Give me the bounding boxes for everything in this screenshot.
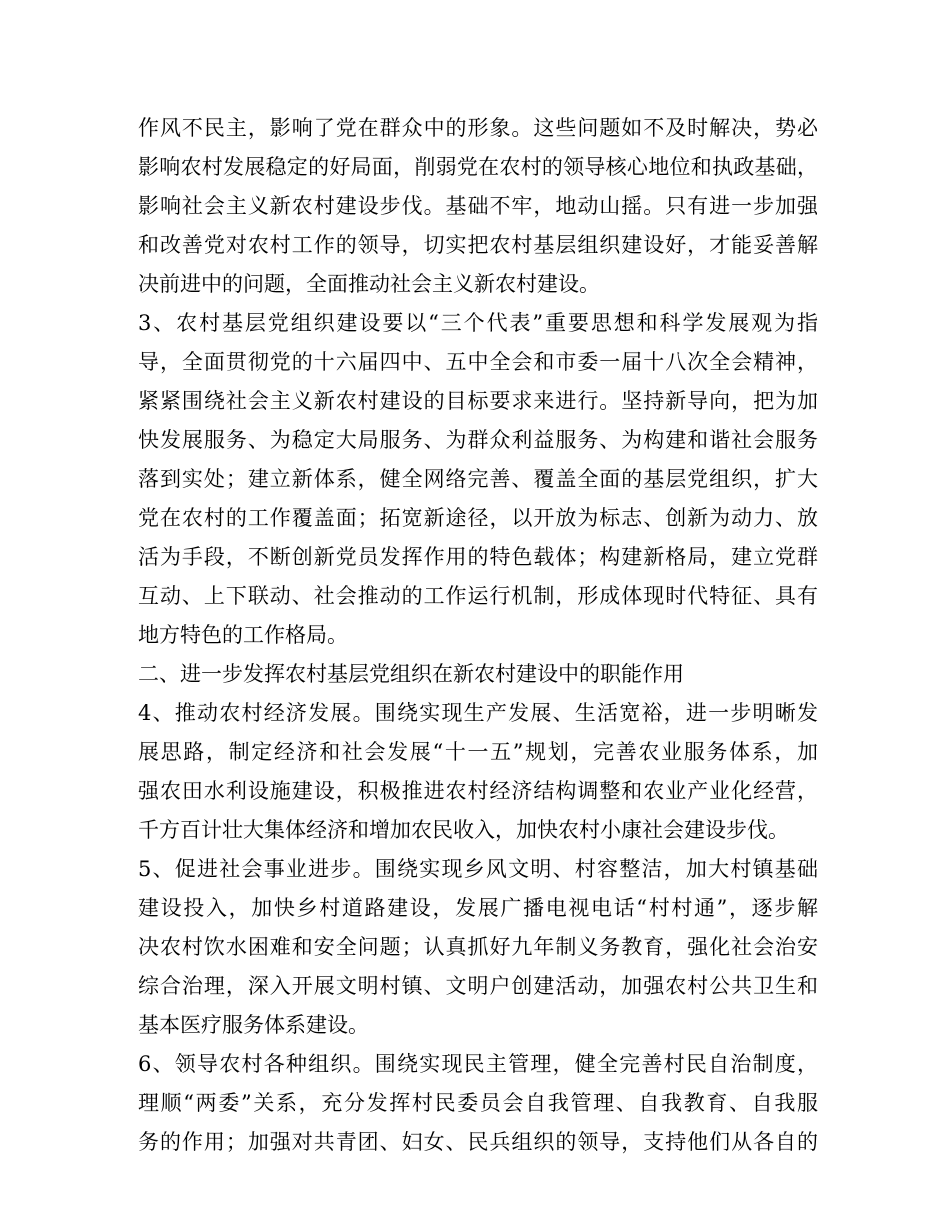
text-line: 紧紧围绕社会主义新农村建设的目标要求来进行。坚持新导向，把为加 bbox=[138, 389, 818, 413]
text-line: 落到实处；建立新体系，健全网络完善、覆盖全面的基层党组织，扩大 bbox=[138, 467, 818, 491]
text-line: 6、领导农村各种组织。围绕实现民主管理，健全完善村民自治制度， bbox=[138, 1052, 818, 1076]
text-line: 强农田水利设施建设，积极推进农村经济结构调整和农业产业化经营， bbox=[138, 779, 818, 803]
text-line: 建设投入，加快乡村道路建设，发展广播电视电话“村村通”，逐步解 bbox=[138, 896, 818, 920]
text-line: 决农村饮水困难和安全问题；认真抓好九年制义务教育，强化社会治安 bbox=[138, 935, 818, 959]
text-line: 党在农村的工作覆盖面；拓宽新途径，以开放为标志、创新为动力、放 bbox=[138, 506, 818, 530]
text-line: 理顺“两委”关系，充分发挥村民委员会自我管理、自我教育、自我服 bbox=[138, 1091, 818, 1115]
text-line: 基本医疗服务体系建设。 bbox=[138, 1013, 369, 1037]
text-line: 5、促进社会事业进步。围绕实现乡风文明、村容整洁，加大村镇基础 bbox=[138, 857, 818, 881]
text-line: 导，全面贯彻党的十六届四中、五中全会和市委一届十八次全会精神， bbox=[138, 350, 818, 374]
text-line: 和改善党对农村工作的领导，切实把农村基层组织建设好，才能妥善解 bbox=[138, 233, 818, 257]
text-line: 影响农村发展稳定的好局面，削弱党在农村的领导核心地位和执政基础， bbox=[138, 155, 818, 179]
text-line: 地方特色的工作格局。 bbox=[138, 623, 348, 647]
text-line: 4、推动农村经济发展。围绕实现生产发展、生活宽裕，进一步明晰发 bbox=[138, 701, 818, 725]
document-body bbox=[138, 109, 818, 1162]
text-line: 快发展服务、为稳定大局服务、为群众利益服务、为构建和谐社会服务 bbox=[138, 428, 818, 452]
text-line: 千方百计壮大集体经济和增加农民收入，加快农村小康社会建设步伐。 bbox=[138, 818, 789, 842]
text-line: 综合治理，深入开展文明村镇、文明户创建活动，加强农村公共卫生和 bbox=[138, 974, 818, 998]
text-line: 作风不民主，影响了党在群众中的形象。这些问题如不及时解决，势必 bbox=[138, 116, 818, 140]
text-line: 影响社会主义新农村建设步伐。基础不牢，地动山摇。只有进一步加强 bbox=[138, 194, 818, 218]
text-line: 务的作用；加强对共青团、妇女、民兵组织的领导，支持他们从各自的 bbox=[138, 1130, 818, 1154]
text-line: 决前进中的问题，全面推动社会主义新农村建设。 bbox=[138, 272, 600, 296]
section-heading: 二、进一步发挥农村基层党组织在新农村建设中的职能作用 bbox=[138, 662, 684, 686]
text-line: 互动、上下联动、社会推动的工作运行机制，形成体现时代特征、具有 bbox=[138, 584, 818, 608]
text-line: 3、农村基层党组织建设要以“三个代表”重要思想和科学发展观为指 bbox=[138, 311, 818, 335]
text-line: 展思路，制定经济和社会发展“十一五”规划，完善农业服务体系，加 bbox=[138, 740, 818, 764]
text-line: 活为手段，不断创新党员发挥作用的特色载体；构建新格局，建立党群 bbox=[138, 545, 818, 569]
